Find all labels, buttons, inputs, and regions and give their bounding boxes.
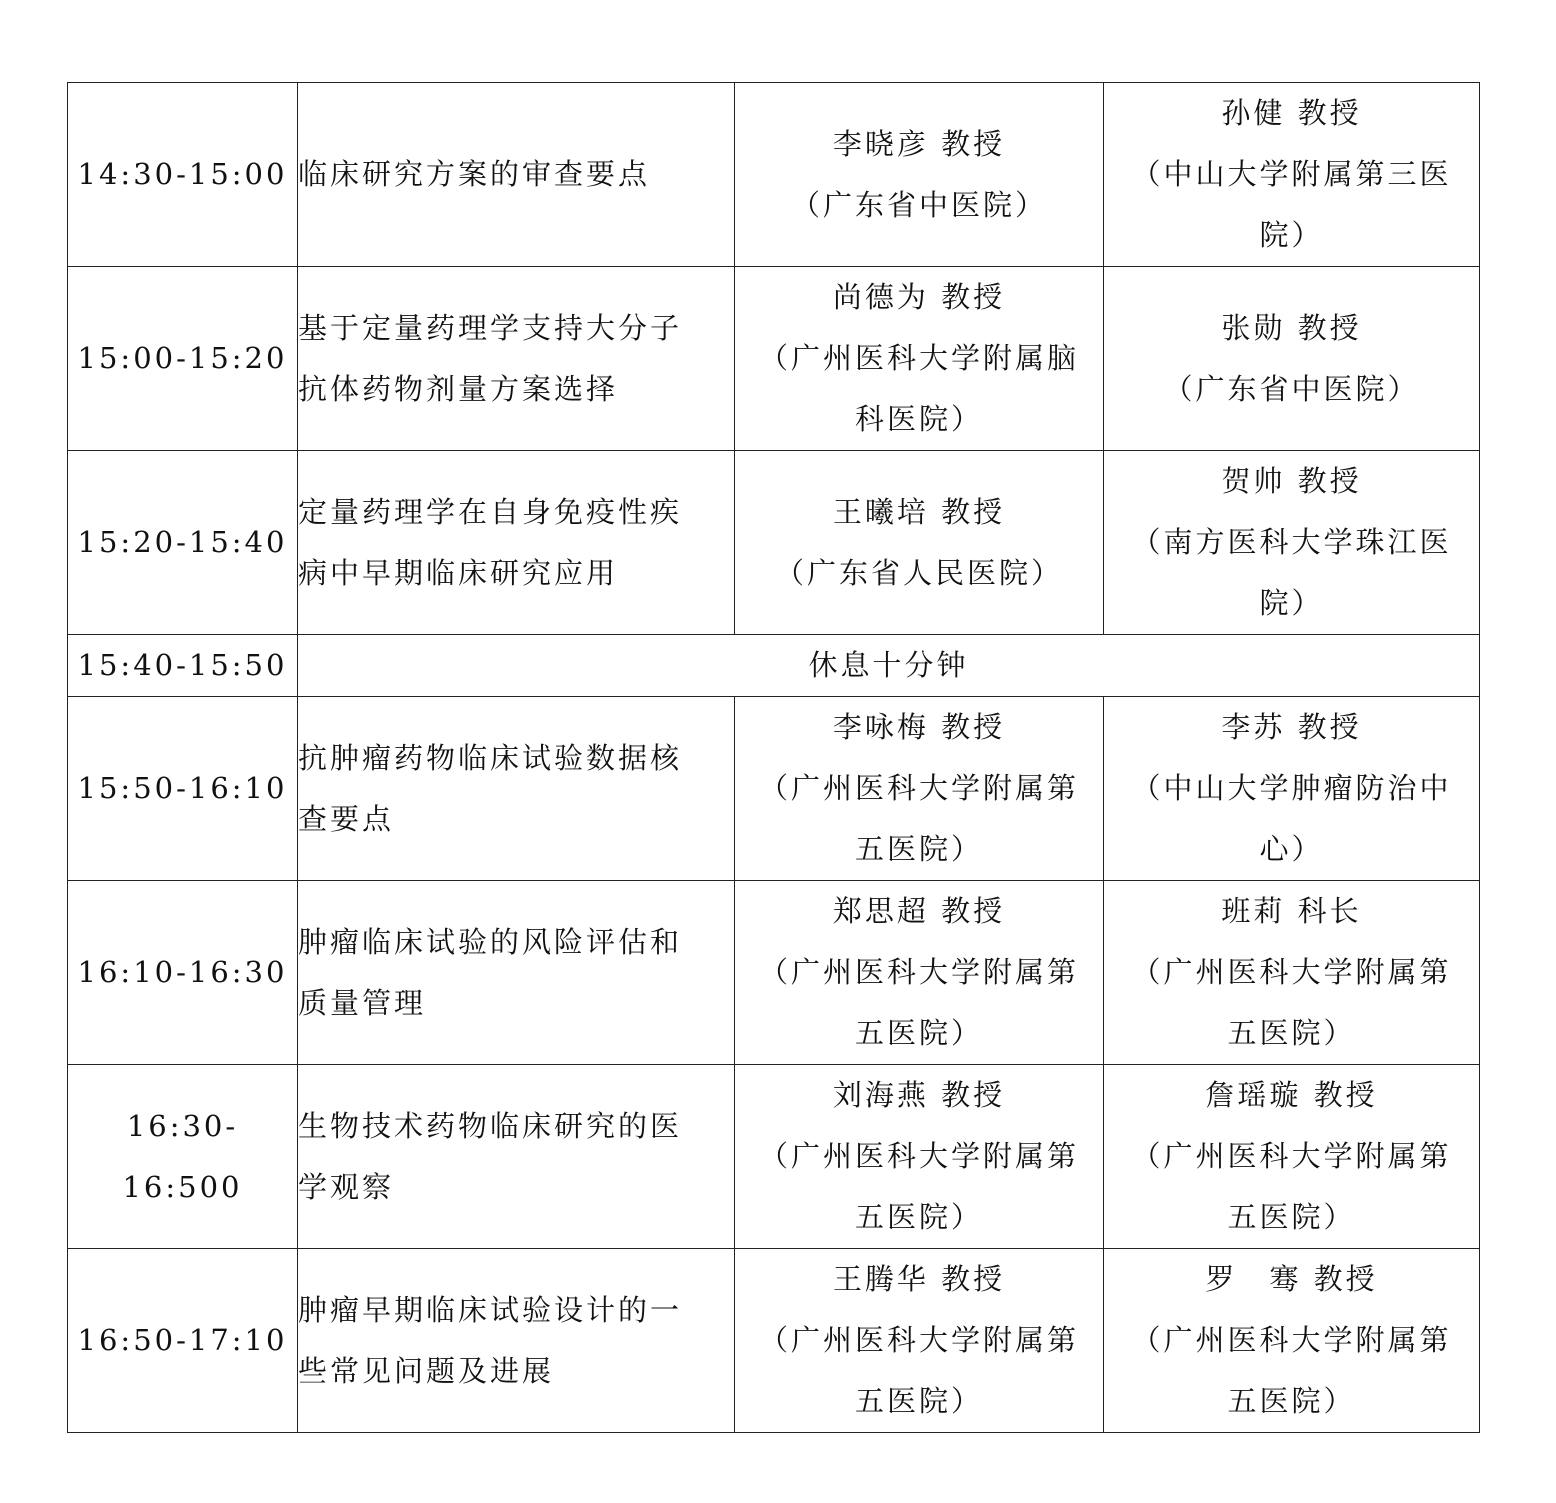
speaker-affiliation: 五医院） — [854, 1016, 983, 1050]
speaker-name: 王曦培 教授 — [832, 494, 1006, 529]
speaker-affiliation: （广东省人民医院） — [774, 555, 1063, 590]
speaker-name: 李晓彦 教授 — [832, 126, 1006, 161]
time-slot: 15:40-15:50 — [68, 635, 298, 697]
table-row — [68, 1065, 1480, 1249]
chair-affiliation: （南方医科大学珠江医 — [1131, 525, 1452, 559]
chair-affiliation: （广州医科大学附属第 — [1131, 1139, 1452, 1173]
speaker — [735, 267, 1104, 451]
topic-line: 学观察 — [298, 1169, 395, 1204]
chair-affiliation: 五医院） — [1227, 1200, 1356, 1234]
chair-name: 贺帅 教授 — [1221, 464, 1362, 498]
chair-name: 张勋 教授 — [1221, 310, 1362, 345]
speaker-name: 李咏梅 教授 — [832, 710, 1006, 744]
table-row — [68, 697, 1480, 881]
break-row — [68, 635, 1480, 697]
time-slot: 16:10-16:30 — [68, 881, 298, 1065]
topic-line: 基于定量药理学支持大分子 — [298, 310, 683, 345]
topic-line: 生物技术药物临床研究的医 — [298, 1108, 683, 1143]
topic-line: 质量管理 — [298, 985, 427, 1020]
topic-line: 抗肿瘤药物临床试验数据核 — [298, 740, 683, 775]
time-slot: 15:00-15:20 — [68, 267, 298, 451]
chair-name: 罗 骞 教授 — [1205, 1262, 1378, 1296]
speaker-name: 郑思超 教授 — [832, 894, 1006, 928]
break-label: 休息十分钟 — [298, 635, 1480, 697]
chair-affiliation: 五医院） — [1227, 1384, 1356, 1418]
talk-topic — [298, 1249, 735, 1433]
chair-affiliation: （广州医科大学附属第 — [1131, 1323, 1452, 1357]
schedule-table — [67, 82, 1480, 1433]
chair-name: 孙健 教授 — [1221, 96, 1362, 130]
talk-topic — [298, 1065, 735, 1249]
speaker — [735, 83, 1104, 267]
speaker-name: 王腾华 教授 — [832, 1262, 1006, 1296]
chair-name: 班莉 科长 — [1221, 894, 1362, 928]
chair — [1104, 697, 1480, 881]
chair — [1104, 451, 1480, 635]
chair — [1104, 83, 1480, 267]
chair-affiliation: （中山大学附属第三医 — [1131, 157, 1452, 191]
speaker-affiliation: （广州医科大学附属第 — [758, 771, 1079, 805]
chair-affiliation: （广东省中医院） — [1163, 371, 1420, 406]
chair — [1104, 1065, 1480, 1249]
talk-topic — [298, 267, 735, 451]
speaker-affiliation: （广东省中医院） — [790, 187, 1047, 222]
table-row — [68, 83, 1480, 267]
time-slot: 15:50-16:10 — [68, 697, 298, 881]
speaker — [735, 881, 1104, 1065]
chair-affiliation: 院） — [1259, 218, 1324, 252]
table-row — [68, 881, 1480, 1065]
speaker-affiliation: （广州医科大学附属第 — [758, 1323, 1079, 1357]
time-slot: 15:20-15:40 — [68, 451, 298, 635]
chair — [1104, 267, 1480, 451]
table-row — [68, 267, 1480, 451]
speaker-affiliation: 五医院） — [854, 832, 983, 866]
talk-topic — [298, 881, 735, 1065]
speaker-name: 刘海燕 教授 — [832, 1078, 1006, 1112]
speaker-affiliation: （广州医科大学附属第 — [758, 1139, 1079, 1173]
chair-affiliation: （广州医科大学附属第 — [1131, 955, 1452, 989]
topic-line: 临床研究方案的审查要点 — [298, 157, 651, 191]
chair-affiliation: 心） — [1259, 832, 1324, 866]
chair-name: 李苏 教授 — [1221, 710, 1362, 744]
time-slot: 14:30-15:00 — [68, 83, 298, 267]
chair-affiliation: （中山大学肿瘤防治中 — [1131, 771, 1452, 805]
chair-affiliation: 院） — [1259, 586, 1324, 620]
talk-topic — [298, 451, 735, 635]
chair — [1104, 1249, 1480, 1433]
talk-topic — [298, 697, 735, 881]
speaker — [735, 1249, 1104, 1433]
speaker — [735, 697, 1104, 881]
chair — [1104, 881, 1480, 1065]
talk-topic — [298, 83, 735, 267]
table-row — [68, 1249, 1480, 1433]
topic-line: 病中早期临床研究应用 — [298, 555, 619, 590]
topic-line: 肿瘤临床试验的风险评估和 — [298, 924, 683, 959]
time-slot: 16:30-16:500 — [68, 1065, 298, 1249]
speaker-affiliation: （广州医科大学附属第 — [758, 955, 1079, 989]
time-slot: 16:50-17:10 — [68, 1249, 298, 1433]
speaker-affiliation: （广州医科大学附属脑 — [758, 341, 1079, 375]
speaker — [735, 1065, 1104, 1249]
speaker-affiliation: 五医院） — [854, 1384, 983, 1418]
topic-line: 些常见问题及进展 — [298, 1353, 555, 1388]
table-row — [68, 451, 1480, 635]
chair-name: 詹瑶璇 教授 — [1205, 1078, 1378, 1112]
chair-affiliation: 五医院） — [1227, 1016, 1356, 1050]
topic-line: 查要点 — [298, 801, 395, 836]
speaker-name: 尚德为 教授 — [832, 280, 1006, 314]
speaker-affiliation: 科医院） — [854, 402, 983, 436]
topic-line: 肿瘤早期临床试验设计的一 — [298, 1292, 683, 1327]
speaker-affiliation: 五医院） — [854, 1200, 983, 1234]
topic-line: 抗体药物剂量方案选择 — [298, 371, 619, 406]
topic-line: 定量药理学在自身免疫性疾 — [298, 494, 683, 529]
speaker — [735, 451, 1104, 635]
